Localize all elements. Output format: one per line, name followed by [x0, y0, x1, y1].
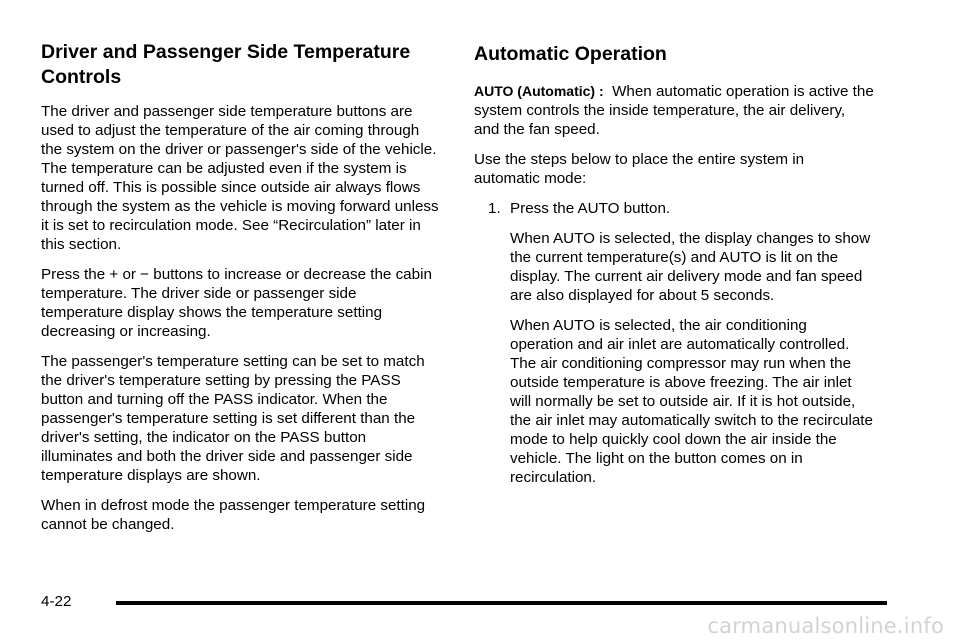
right-column: [474, 40, 874, 498]
paragraph-pass-button: The passenger's temperature setting can be set to match the driver's temperature setting by pressing the PASS button and turning off the PASS indicator. When the passenger's temperature setting is set different than the driver's setting, the indicator on the PASS button illuminates and both the driver side and passenger side temperature displays are shown.: [41, 353, 425, 484]
section-heading-temperature-controls: Driver and Passenger Side Temperature Controls: [41, 41, 411, 88]
step-1-number: 1.: [488, 200, 501, 217]
step-1-detail-air-conditioning: When AUTO is selected, the air conditioning operation and air inlet are automatically controlled. The air conditioning compressor may run when the outside temperature is above freezing. The air inlet will normally be set to outside air. If it is hot outside, the air inlet may automatically switch to the recirculate mode to help quickly cool down the air inside the vehicle. The light on the button comes on in recirculation.: [510, 317, 873, 486]
paragraph-plus-minus: Press the + or − buttons to increase or decrease the cabin temperature. The driver side or passenger side temperature display shows the temperature setting decreasing or increasing.: [41, 266, 432, 340]
page-number: 4-22: [41, 593, 72, 610]
paragraph-temperature-buttons: The driver and passenger side temperature buttons are used to adjust the temperature of the air coming through the system on the driver or passenger's side of the vehicle. The temperature can be adjusted even if the system is turned off. This is possible since outside air always flows through the system as the vehicle is moving forward unless it is set to recirculation mode. See “Recirculation” later in this section.: [41, 103, 439, 253]
left-column: [41, 40, 441, 545]
watermark: carmanualsonline.info: [707, 614, 944, 638]
paragraph-defrost-mode: When in defrost mode the passenger temperature setting cannot be changed.: [41, 497, 426, 533]
footer-rule: [116, 601, 887, 605]
step-1-text: Press the AUTO button.: [510, 200, 671, 217]
step-1: [488, 199, 874, 218]
paragraph-steps-intro: Use the steps below to place the entire system in automatic mode:: [474, 151, 805, 187]
step-1-detail-display: When AUTO is selected, the display changes to show the current temperature(s) and AUTO is lit on the display. The current air delivery mode and fan speed are also displayed for about 5 seconds.: [510, 230, 871, 304]
paragraph-auto-definition: [474, 82, 874, 139]
section-heading-automatic-operation: Automatic Operation: [474, 43, 667, 65]
auto-label: AUTO (Automatic) :: [474, 83, 604, 99]
auto-text: When automatic operation is active the system controls the inside temperature, the air delivery, and the fan speed.: [474, 83, 874, 138]
